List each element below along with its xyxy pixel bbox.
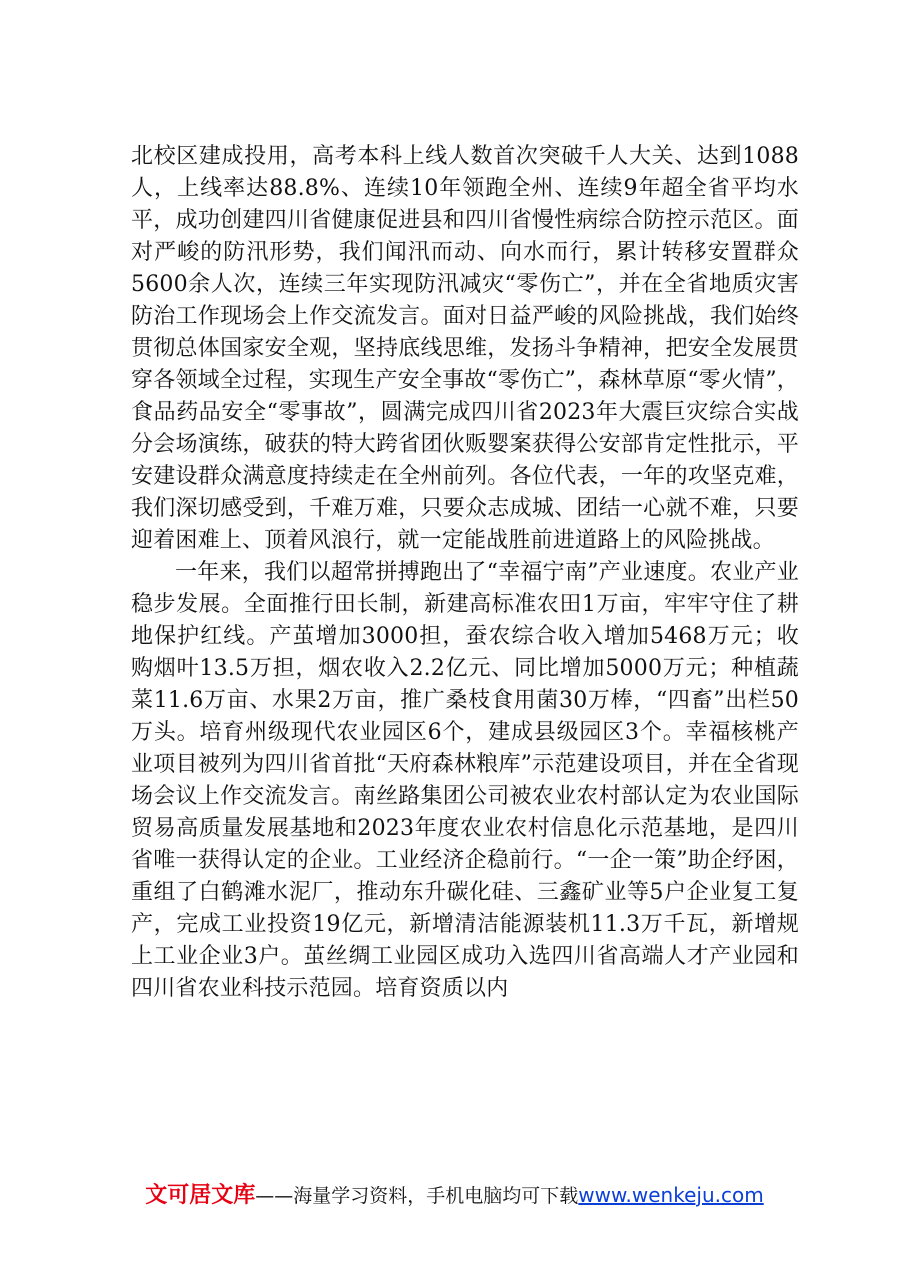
paragraph-2: 一年来，我们以超常拼搏跑出了“幸福宁南”产业速度。农业产业稳步发展。全面推行田长制，新建高标准农田1万亩，牢牢守住了耕地保护红线。产茧增加3000担，蚕农综合收入增加5468万元；收购烟叶13.5万担，烟农收入2.2亿元、同比增加5000万元；种植蔬菜11.6万亩、水果2万亩，推广桑枝食用菌30万棒，“四畜”出栏50万头。培育州级现代农业园区6个，建成县级园区3个。幸福核桃产业项目被列为四川省首批“天府森林粮库”示范建设项目，并在全省现场会议上作交流发言。南丝路集团公司被农业农村部认定为农业国际贸易高质量发展基地和2023年度农业农村信息化示范基地，是四川省唯一获得认定的企业。工业经济企稳前行。“一企一策”助企纾困，重组了白鹤滩水泥厂，推动东升碳化硅、三鑫矿业等5户企业复工复产，完成工业投资19亿元，新增清洁能源装机11.3万千瓦，新增规上工业企业3户。茧丝绸工业园区成功入选四川省高端人才产业园和四川省农业科技示范园。培育资质以内 xyxy=(131,560,799,1001)
footer-banner xyxy=(0,1181,909,1210)
paragraph-1: 北校区建成投用，高考本科上线人数首次突破千人大关、达到1088人，上线率达88.8%、连续10年领跑全州、连续9年超全省平均水平，成功创建四川省健康促进县和四川省慢性病综合防控示范区。面对严峻的防汛形势，我们闻汛而动、向水而行，累计转移安置群众5600余人次，连续三年实现防汛减灾“零伤亡”，并在全省地质灾害防治工作现场会上作交流发言。面对日益严峻的风险挑战，我们始终贯彻总体国家安全观，坚持底线思维，发扬斗争精神，把安全发展贯穿各领域全过程，实现生产安全事故“零伤亡”，森林草原“零火情”，食品药品安全“零事故”，圆满完成四川省2023年大震巨灾综合实战分会场演练，破获的特大跨省团伙贩婴案获得公安部肯定性批示，平安建设群众满意度持续走在全州前列。各位代表，一年的攻坚克难，我们深切感受到，千难万难，只要众志成城、团结一心就不难，只要迎着困难上、顶着风浪行，就一定能战胜前进道路上的风险挑战。 xyxy=(131,144,799,553)
website-link[interactable]: www.wenkeju.com xyxy=(578,1183,764,1207)
brand-name: 文可居文库 xyxy=(145,1183,256,1208)
document-body xyxy=(131,141,799,1005)
footer-slogan: ——海量学习资料，手机电脑均可下载 xyxy=(255,1185,579,1207)
